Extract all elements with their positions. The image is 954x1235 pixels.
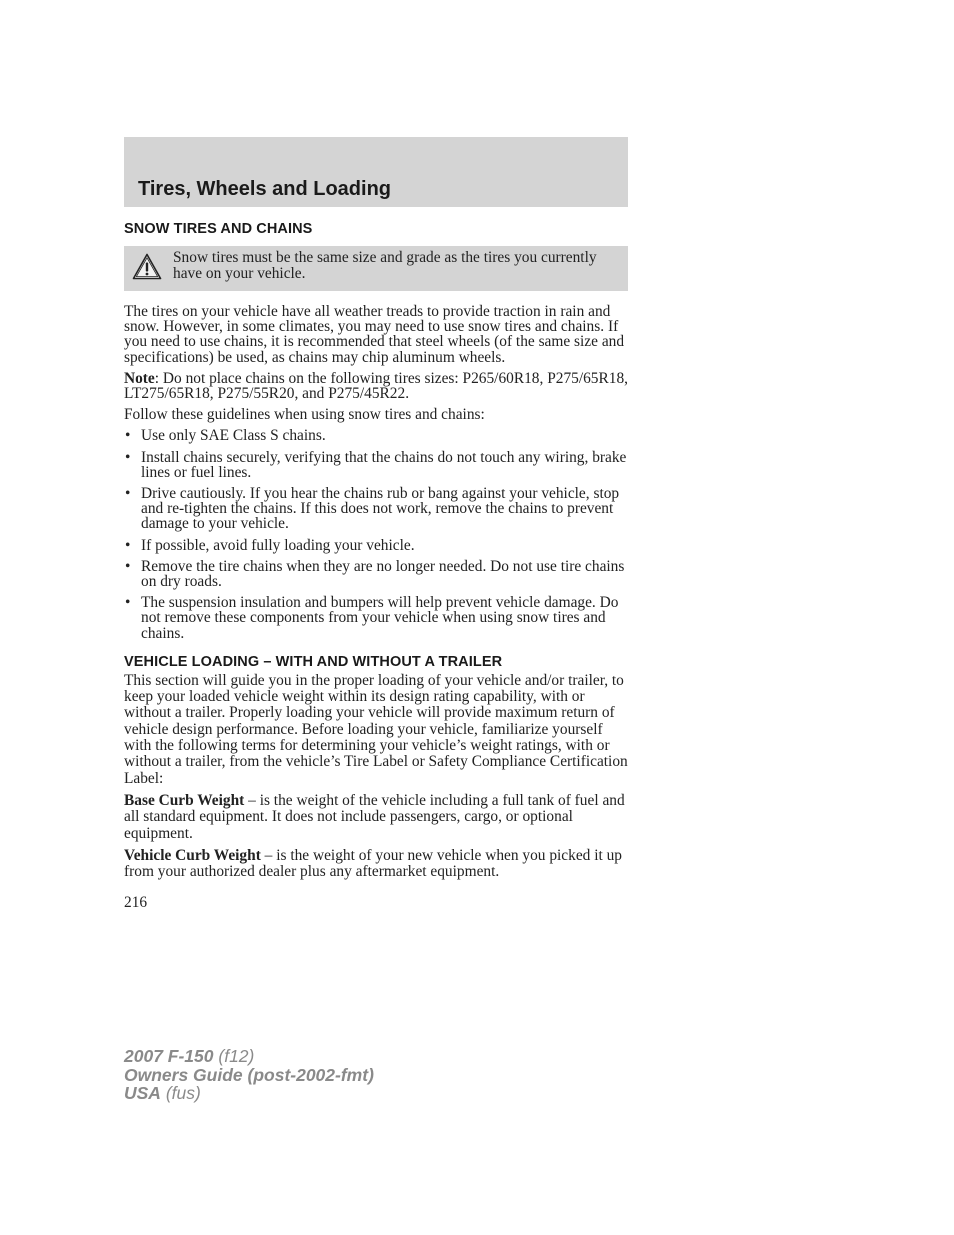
base-curb-weight-text: – is the weight of the vehicle including a full tank of fuel and all standard equipment. It does not include passengers, cargo, or optional equipment. [124, 791, 625, 842]
bullet-mark: • [125, 557, 131, 575]
list-item-text: Drive cautiously. If you hear the chains rub or bang against your vehicle, stop and re-tighten the chains. If this does not work, remove the chains to prevent damage to your vehicle. [141, 485, 620, 533]
warning-triangle-icon [132, 253, 162, 280]
warning-callout [124, 246, 628, 291]
guidelines-list [124, 428, 628, 640]
note-label: Note [124, 369, 155, 387]
loading-intro-paragraph: This section will guide you in the proper loading of your vehicle and/or trailer, to keep your loaded vehicle weight within its design rating capability, with or without a trailer. Properly loading your vehicle will provide maximum return of vehicle design performance. Before loading your vehicle, familiarize yourself with the following terms for determining your vehicle’s weight ratings, with or without a trailer, from the vehicle’s Tire Label or Safety Compliance Certification Label: [124, 671, 628, 787]
document-footer [124, 1047, 374, 1103]
chapter-title: Tires, Wheels and Loading [138, 178, 392, 200]
list-item [124, 486, 628, 532]
bullet-mark: • [125, 594, 131, 612]
base-curb-weight-paragraph [124, 793, 628, 842]
list-item-text: Use only SAE Class S chains. [141, 427, 326, 445]
note-text: : Do not place chains on the following tires sizes: P265/60R18, P275/65R18, LT275/65R18, P275/55R20, and P275/45R22. [124, 369, 629, 403]
bullet-mark: • [125, 427, 131, 445]
base-curb-weight-label: Base Curb Weight [124, 791, 245, 809]
list-item-text: Install chains securely, verifying that the chains do not touch any wiring, brake lines or fuel lines. [141, 448, 627, 481]
list-item-text: If possible, avoid fully loading your vehicle. [141, 536, 415, 554]
footer-model-code: (f12) [213, 1046, 255, 1066]
section-heading-vehicle-loading: VEHICLE LOADING – WITH AND WITHOUT A TRAILER [124, 653, 503, 670]
page-number: 216 [124, 894, 148, 912]
chapter-header [124, 137, 628, 207]
guidelines-intro: Follow these guidelines when using snow tires and chains: [124, 406, 485, 424]
list-item [124, 595, 628, 641]
list-item-text: Remove the tire chains when they are no longer needed. Do not use tire chains on dry roads. [141, 557, 625, 591]
vehicle-curb-weight-paragraph [124, 848, 628, 881]
warning-text: Snow tires must be the same size and grade as the tires you currently have on your vehicle. [173, 249, 597, 282]
footer-line-market [124, 1084, 374, 1103]
bullet-mark: • [125, 536, 131, 554]
footer-market-code: (fus) [160, 1083, 201, 1103]
list-item [124, 538, 628, 553]
footer-line-model [124, 1047, 374, 1066]
list-item [124, 428, 628, 443]
list-item [124, 450, 628, 480]
list-item [124, 559, 628, 589]
bullet-mark: • [125, 448, 131, 466]
list-item-text: The suspension insulation and bumpers will help prevent vehicle damage. Do not remove these components from your vehicle when using snow tires and chains. [141, 594, 619, 642]
vehicle-curb-weight-text: – is the weight of your new vehicle when you picked it up from your authorized dealer plus any aftermarket equipment. [124, 846, 622, 881]
footer-market: USA [124, 1083, 161, 1103]
section-heading-snow-tires: SNOW TIRES AND CHAINS [124, 221, 313, 237]
traction-paragraph: The tires on your vehicle have all weather treads to provide traction in rain and snow. However, in some climates, you may need to use snow tires and chains. If you need to use chains, it is recommended that steel wheels (of the same size and specifications) be used, as chains may chip aluminum wheels. [124, 303, 625, 366]
footer-model: 2007 F-150 [124, 1046, 214, 1066]
vehicle-curb-weight-label: Vehicle Curb Weight [124, 846, 261, 864]
page-content [124, 220, 628, 911]
footer-guide: Owners Guide (post-2002-fmt) [124, 1064, 374, 1085]
bullet-mark: • [125, 485, 131, 503]
note-paragraph [124, 371, 628, 401]
